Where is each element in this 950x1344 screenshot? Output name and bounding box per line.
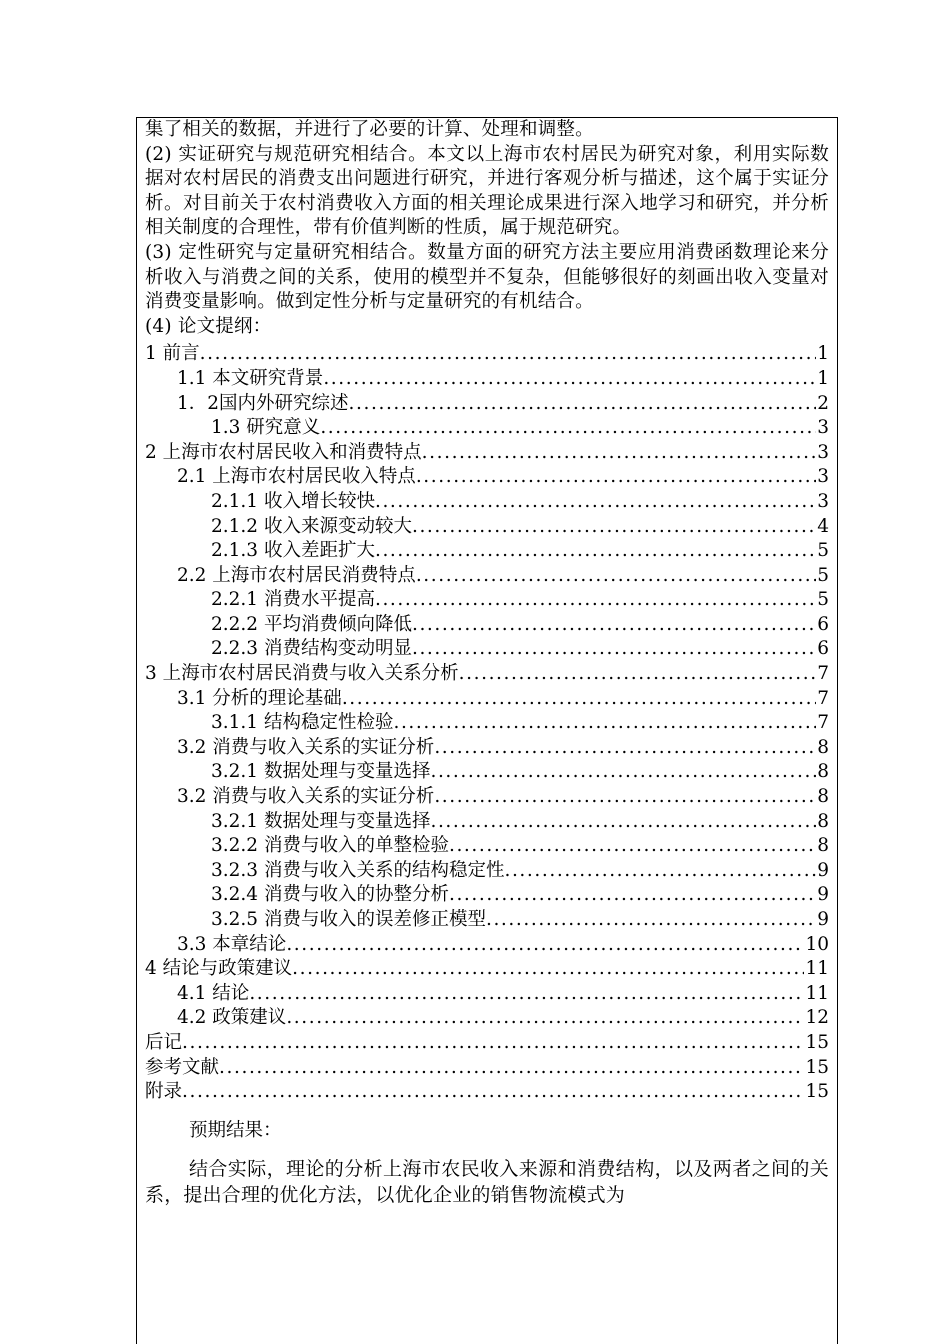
- toc-leader-dots: [286, 1007, 804, 1028]
- toc-leader-dots: [416, 565, 816, 586]
- toc-leader-dots: [393, 712, 816, 733]
- toc-entry-label: 3.2 消费与收入关系的实证分析: [177, 736, 435, 758]
- toc-entry-page: 7: [817, 687, 829, 709]
- toc-leader-dots: [286, 934, 804, 955]
- toc-entry: [145, 389, 829, 414]
- paragraph-qualitative-quantitative: (3) 定性研究与定量研究相结合。数量方面的研究方法主要应用消费函数理论来分析收入与消费之间的关系，使用的模型并不复杂，但能够很好的刻画出收入变量对消费变量影响。做到定性分析与定量研究的有机结合。: [145, 241, 829, 313]
- toc-entry-label: 2.1 上海市农村居民收入特点: [177, 466, 416, 488]
- toc-entry: [145, 634, 829, 659]
- toc-entry-page: 11: [805, 982, 829, 1004]
- toc-leader-dots: [182, 1081, 804, 1102]
- toc-entry: [145, 339, 829, 364]
- toc-leader-dots: [416, 466, 816, 487]
- paragraph-outline-heading: (4) 论文提纲：: [145, 315, 272, 337]
- toc-entry-page: 6: [817, 613, 829, 635]
- toc-entry: [145, 708, 829, 733]
- toc-entry-label: 3 上海市农村居民消费与收入关系分析: [145, 663, 459, 685]
- toc-entry-label: 3.2.5 消费与收入的误差修正模型: [211, 909, 486, 930]
- toc-entry: [145, 807, 829, 832]
- toc-entry-label: 4 结论与政策建议: [145, 958, 293, 980]
- toc-entry-label: 2.1.2 收入来源变动较大: [211, 515, 412, 537]
- toc-entry: [145, 1053, 829, 1078]
- toc-entry: [145, 413, 829, 438]
- toc-leader-dots: [200, 343, 817, 364]
- toc-leader-dots: [422, 442, 817, 463]
- toc-entry-label: 2 上海市农村居民收入和消费特点: [145, 441, 422, 463]
- toc-leader-dots: [412, 638, 816, 659]
- toc-entry: [145, 905, 829, 930]
- toc-entry-label: 3.2.1 数据处理与变量选择: [211, 761, 431, 783]
- toc-entry-page: 5: [817, 564, 829, 586]
- toc-entry-label: 3.1.1 结构稳定性检验: [211, 712, 394, 734]
- toc-entry-page: 4: [817, 515, 829, 537]
- expected-results-heading: 预期结果：: [189, 1119, 282, 1141]
- toc-leader-dots: [459, 663, 817, 684]
- toc-entry-page: 15: [805, 1031, 829, 1053]
- toc-entry: [145, 782, 829, 807]
- toc-entry-page: 8: [817, 810, 829, 832]
- toc-leader-dots: [375, 540, 816, 561]
- toc-entry: [145, 462, 829, 487]
- toc-entry-label: 2.2.3 消费结构变动明显: [211, 638, 412, 660]
- toc-entry-page: 12: [805, 1007, 829, 1029]
- toc-leader-dots: [449, 835, 816, 856]
- toc-leader-dots: [219, 1057, 804, 1078]
- toc-entry-label: 参考文献: [145, 1056, 220, 1078]
- toc-leader-dots: [449, 884, 816, 905]
- toc-entry-page: 3: [817, 441, 829, 463]
- toc-entry-page: 7: [817, 663, 829, 685]
- toc-entry-label: 3.2.1 数据处理与变量选择: [211, 810, 431, 832]
- toc-entry-page: 9: [817, 884, 829, 906]
- toc-entry: [145, 438, 829, 463]
- toc-entry-label: 3.2.3 消费与收入关系的结构稳定性: [211, 859, 505, 881]
- toc-entry-label: 3.3 本章结论: [177, 933, 287, 955]
- toc-entry-label: 4.2 政策建议: [177, 1007, 287, 1029]
- toc-leader-dots: [182, 1032, 804, 1053]
- toc-entry: [145, 487, 829, 512]
- toc-leader-dots: [375, 491, 816, 512]
- toc-entry: [145, 954, 829, 979]
- toc-entry-page: 5: [817, 589, 829, 611]
- toc-entry-label: 3.2.2 消费与收入的单整检验: [211, 835, 449, 857]
- toc-entry-label: 3.2.4 消费与收入的协整分析: [211, 884, 449, 906]
- toc-entry-label: 附录: [145, 1081, 183, 1103]
- toc-leader-dots: [342, 688, 816, 709]
- toc-entry-page: 3: [817, 417, 829, 439]
- toc-entry-page: 15: [805, 1056, 829, 1078]
- toc-entry-page: 1: [817, 343, 829, 365]
- toc-entry-label: 3.1 分析的理论基础: [177, 687, 342, 709]
- toc-entry-label: 2.2.2 平均消费倾向降低: [211, 613, 412, 635]
- toc-entry-page: 8: [817, 786, 829, 808]
- toc-entry-label: 2.2.1 消费水平提高: [211, 589, 375, 611]
- document-body: [145, 118, 829, 1208]
- toc-leader-dots: [375, 589, 816, 610]
- expected-results-body: 结合实际，理论的分析上海市农民收入来源和消费结构，以及两者之间的关系，提出合理的优化方法，以优化企业的销售物流模式为: [145, 1157, 829, 1206]
- toc-leader-dots: [504, 860, 816, 881]
- toc-entry: [145, 364, 829, 389]
- toc-entry: [145, 856, 829, 881]
- toc-entry-page: 3: [817, 466, 829, 488]
- toc-entry-page: 3: [817, 490, 829, 512]
- toc-entry-page: 1: [817, 367, 829, 389]
- toc-leader-dots: [486, 909, 816, 930]
- toc-entry-page: 8: [817, 835, 829, 857]
- toc-entry-label: 1 前言: [145, 343, 200, 365]
- toc-leader-dots: [434, 786, 816, 807]
- toc-entry-page: 9: [817, 909, 829, 930]
- toc-entry: [145, 512, 829, 537]
- toc-entry: [145, 880, 829, 905]
- toc-entry: [145, 585, 829, 610]
- toc-entry: [145, 930, 829, 955]
- toc-entry: [145, 536, 829, 561]
- toc-entry: [145, 1028, 829, 1053]
- paragraph-empirical-normative: (2) 实证研究与规范研究相结合。本文以上海市农村居民为研究对象，利用实际数据对农村居民的消费支出问题进行研究，并进行客观分析与描述，这个属于实证分析。对目前关于农村消费收入方面的相关理论成果进行深入地学习和研究，并分析相关制度的合理性，带有价值判断的性质，属于规范研究。: [145, 143, 829, 239]
- toc-entry-page: 11: [805, 958, 829, 980]
- toc-entry: [145, 561, 829, 586]
- toc-entry-label: 1.1 本文研究背景: [177, 367, 324, 389]
- toc-leader-dots: [349, 393, 817, 414]
- toc-entry-page: 7: [817, 712, 829, 734]
- toc-entry: [145, 733, 829, 758]
- toc-leader-dots: [320, 417, 816, 438]
- toc-entry-label: 3.2 消费与收入关系的实证分析: [177, 786, 435, 808]
- toc-entry-label: 后记: [145, 1031, 183, 1053]
- toc-entry-page: 2: [817, 392, 829, 414]
- toc-entry: [145, 1003, 829, 1028]
- toc-entry-page: 5: [817, 540, 829, 562]
- toc-entry-label: 2.1.3 收入差距扩大: [211, 540, 375, 562]
- toc-entry-label: 4.1 结论: [177, 982, 250, 1004]
- table-of-contents: [145, 339, 829, 1101]
- toc-entry-page: 10: [805, 933, 829, 955]
- toc-entry: [145, 1077, 829, 1102]
- toc-leader-dots: [323, 368, 816, 389]
- toc-entry-label: 2.2 上海市农村居民消费特点: [177, 564, 416, 586]
- toc-leader-dots: [430, 811, 816, 832]
- toc-entry-label: 1.3 研究意义: [211, 417, 321, 439]
- toc-leader-dots: [249, 983, 804, 1004]
- toc-entry-page: 15: [805, 1081, 829, 1103]
- toc-entry-page: 9: [817, 859, 829, 881]
- toc-entry: [145, 684, 829, 709]
- toc-entry-label: 2.1.1 收入增长较快: [211, 490, 375, 512]
- toc-entry-label: 1．2国内外研究综述: [177, 392, 349, 414]
- toc-entry-page: 8: [817, 761, 829, 783]
- toc-entry: [145, 979, 829, 1004]
- toc-entry: [145, 831, 829, 856]
- toc-leader-dots: [292, 958, 804, 979]
- toc-leader-dots: [430, 761, 816, 782]
- toc-entry: [145, 610, 829, 635]
- paragraph-data-collection: 集了相关的数据，并进行了必要的计算、处理和调整。: [145, 119, 594, 140]
- toc-entry: [145, 757, 829, 782]
- toc-entry: [145, 659, 829, 684]
- toc-leader-dots: [412, 614, 816, 635]
- toc-entry-page: 8: [817, 736, 829, 758]
- toc-leader-dots: [434, 737, 816, 758]
- toc-leader-dots: [412, 516, 816, 537]
- toc-entry-page: 6: [817, 638, 829, 660]
